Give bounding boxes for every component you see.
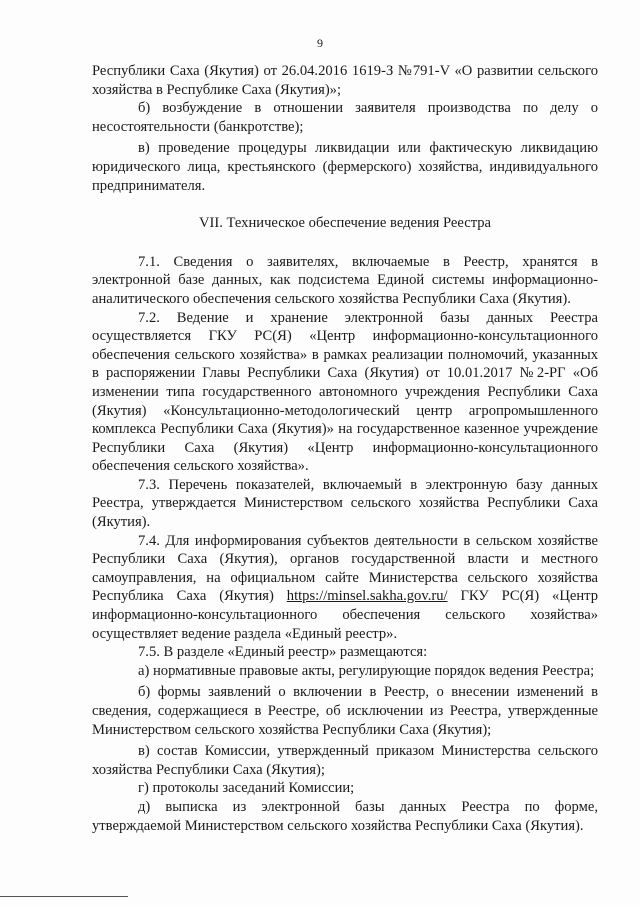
paragraph-7-5: 7.5. В разделе «Единый реестр» размещаются: — [138, 644, 428, 661]
section-heading: VII. Техническое обеспечение ведения Реестра — [198, 215, 492, 232]
list-item-v-commission: в) состав Комиссии, утвержденный приказом Министерства сельского хозяйства Республики Саха (Якутия); — [92, 743, 598, 778]
paragraph-7-2: 7.2. Ведение и хранение электронной базы данных Реестра осуществляется ГКУ РС(Я) «Центр информационно-консультационного обеспечения сельского хозяйства» в рамках реализации полномочий, указанных в распоряжении Главы Республики Саха (Якутия) от 10.01.2017 №2-РГ «Об изменении типа государственного автономного учреждения Республики Саха (Якутия) «Консультационно-методологический центр агропромышленного комплекса Республики Саха (Якутия)» на государственное казенное учреждение Республики Саха (Якутия) «Центр информационно-консультационного обеспечения сельского хозяйства». — [92, 309, 598, 475]
paragraph-7-4 — [92, 532, 598, 644]
list-item-g-protocols: г) протоколы заседаний Комиссии; — [138, 780, 355, 797]
list-item-b-bankruptcy: б) возбуждение в отношении заявителя производства по делу о несостоятельности (банкротстве); — [92, 100, 598, 135]
page-number: 9 — [317, 36, 323, 50]
paragraph-law-reference: Республики Саха (Якутия) от 26.04.2016 1619-З №791-V «О развитии сельского хозяйства в Республике Саха (Якутия)»; — [92, 63, 598, 98]
list-item-v-liquidation: в) проведение процедуры ликвидации или фактическую ликвидацию юридического лица, крестьянского (фермерского) хозяйства, индивидуального предпринимателя. — [92, 140, 598, 194]
ministry-website-link[interactable]: https://minsel.sakha.gov.ru/ — [286, 588, 448, 605]
paragraph-7-4-text-start: 7.4. Для информирования субъектов деятельности в сельском хозяйстве Республики Саха (Якутия), органов государственной власти и местного самоуправления, на официальном сайте Министерства сельского хозяйства Республика Саха (Якутия) — [92, 532, 598, 605]
list-item-d-extract: д) выписка из электронной базы данных Реестра по форме, утверждаемой Министерством сельского хозяйства Республики Саха (Якутия). — [92, 798, 598, 834]
footer-divider — [0, 896, 128, 897]
paragraph-7-4-text-end: ГКУ РС(Я) «Центр информационно-консультационного обеспечения сельского хозяйства» осуществляет ведение раздела «Единый реестр». — [92, 588, 598, 642]
list-item-a-acts: а) нормативные правовые акты, регулирующие порядок ведения Реестра; — [138, 662, 595, 679]
paragraph-7-1: 7.1. Сведения о заявителях, включаемые в Реестр, хранятся в электронной базе данных, как подсистема Единой системы информационно-аналитического обеспечения сельского хозяйства Республики Саха (Якутия). — [92, 253, 598, 307]
list-item-b-forms: б) формы заявлений о включении в Реестр, о внесении изменений в сведения, содержащиеся в Реестре, об исключении из Реестра, утвержденные Министерством сельского хозяйства Республики Саха (Якутия); — [92, 684, 598, 738]
page-body — [92, 62, 598, 835]
paragraph-7-3: 7.3. Перечень показателей, включаемый в электронную базу данных Реестра, утверждается Министерством сельского хозяйства Республики Саха (Якутия). — [92, 476, 598, 531]
